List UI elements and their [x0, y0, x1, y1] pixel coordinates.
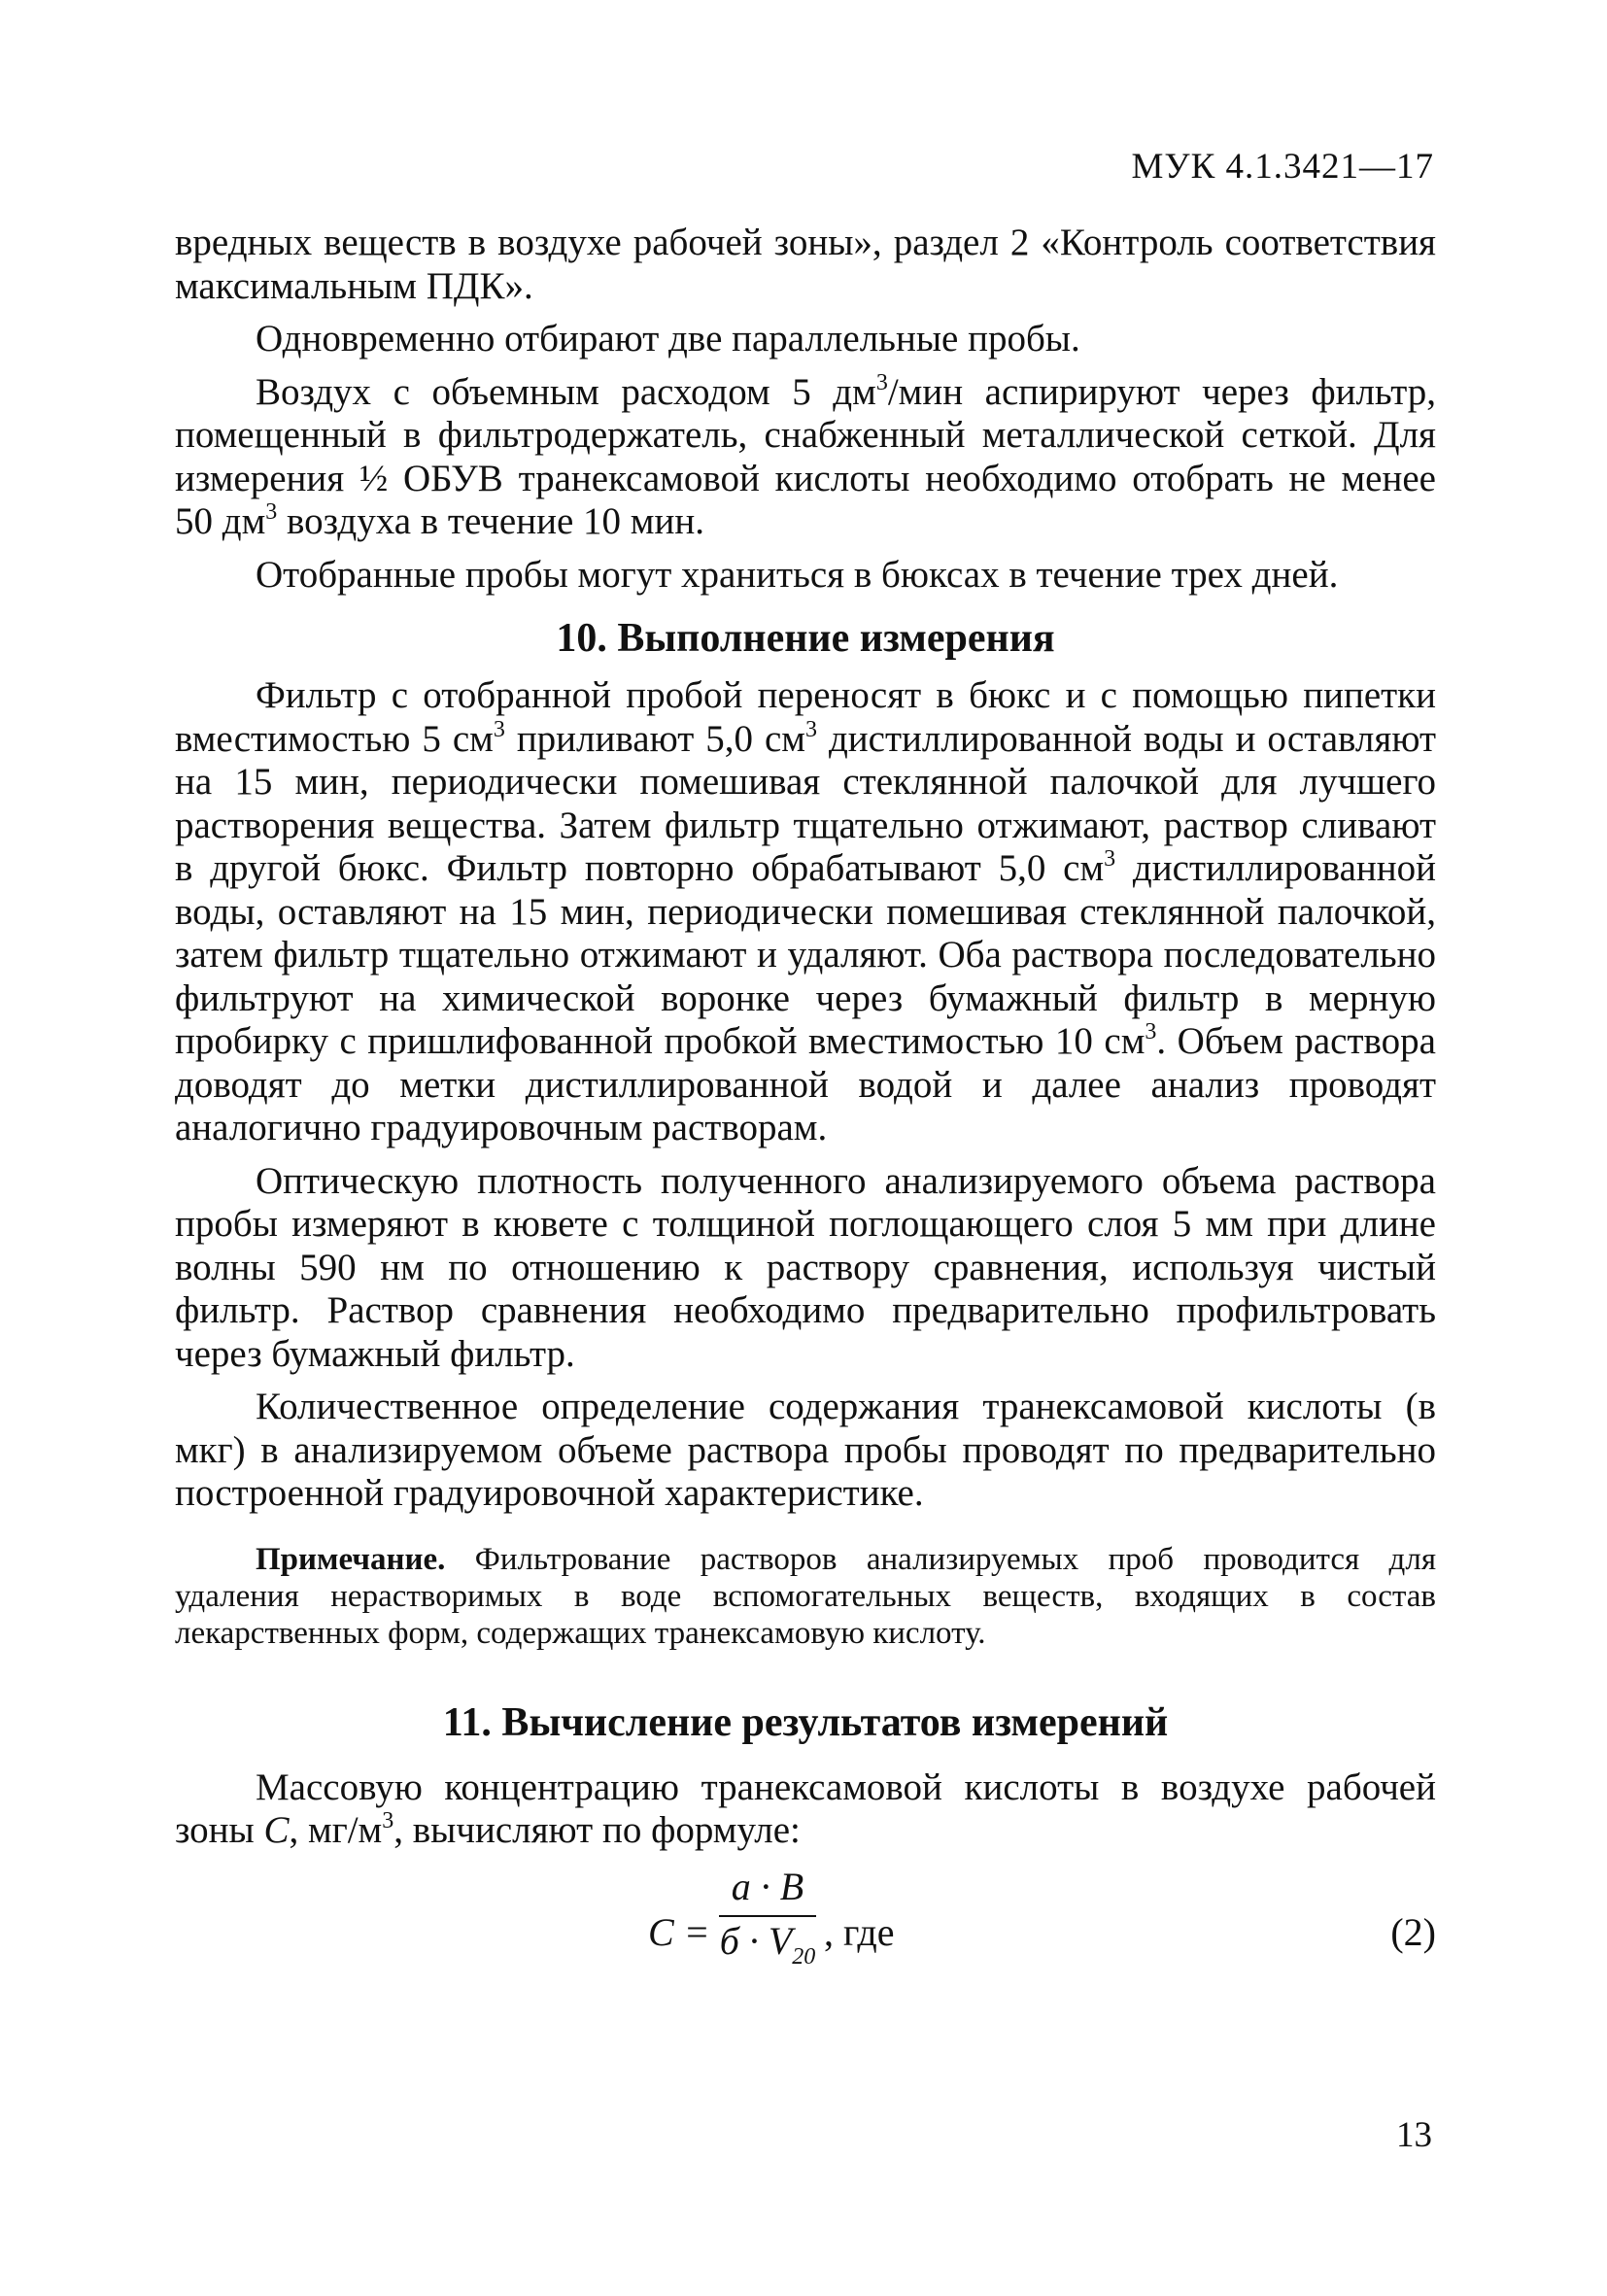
text-run: Фильтр с отобранной пробой переносят в бюкс и с помощью пипетки вместимостью 5 см — [175, 674, 1436, 760]
superscript: 3 — [875, 369, 888, 395]
text-run: дистиллированной воды, оставляют на 15 мин, периодически помешивая стеклянной палочкой, затем фильтр тщательно отжимают и удаляют. Оба раствора последовательно фильтруют на химической воронке через бумажный фильтр в мерную пробирку с пришлифованной пробкой вместимостью 10 см — [175, 847, 1436, 1062]
note-paragraph — [175, 1541, 1436, 1652]
superscript: 3 — [265, 499, 278, 525]
text-run: . Объем раствора доводят до метки дистиллированной водой и далее анализ проводят аналогично градуировочным растворам. — [175, 1020, 1436, 1148]
denominator-text: б · V — [719, 1918, 793, 1963]
fraction-bar — [719, 1915, 816, 1917]
formula-number: (2) — [1390, 1909, 1436, 1954]
continuation-paragraph: вредных веществ в воздухе рабочей зоны», раздел 2 «Контроль соответствия максимальным ПДК». — [175, 222, 1436, 307]
text-run: воздуха в течение 10 мин. — [277, 500, 704, 542]
text-run: , мг/м — [289, 1809, 383, 1851]
superscript: 3 — [1104, 846, 1116, 872]
formula-lhs: С = — [648, 1909, 710, 1954]
page-content — [175, 222, 1436, 2001]
paragraph-procedure — [175, 674, 1436, 1150]
formula-2 — [175, 1865, 1436, 2001]
text-run: Воздух с объемным расходом 5 дм — [256, 370, 876, 413]
superscript: 3 — [382, 1808, 394, 1833]
note-label: Примечание. — [256, 1541, 446, 1577]
paragraph-air-flow — [175, 371, 1436, 544]
formula-denominator — [719, 1918, 816, 1970]
paragraph-optical-density: Оптическую плотность полученного анализируемого объема раствора пробы измеряют в кювете с толщиной поглощающего слоя 5 мм при длине волны 590 нм по отношению к раствору сравнения, используя чистый фильтр. Раствор сравнения необходимо предварительно профильтровать через бумажный фильтр. — [175, 1159, 1436, 1375]
paragraph-storage: Отобранные пробы могут храниться в бюксах в течение трех дней. — [256, 553, 1339, 596]
note-text: Фильтрование растворов анализируемых проб проводится для удаления нерастворимых в воде вспомогательных веществ, входящих в состав лекарственных форм, содержащих транексамовую кислоту. — [175, 1541, 1436, 1651]
superscript: 3 — [493, 716, 505, 742]
section-11-heading: 11. Вычисление результатов измерений — [442, 1699, 1169, 1745]
paragraph-concentration — [175, 1766, 1436, 1853]
document-id-header: МУК 4.1.3421—17 — [1131, 147, 1434, 187]
page-number: 13 — [1396, 2115, 1432, 2155]
formula-where: , где — [824, 1909, 895, 1954]
text-run: , вычисляют по формуле: — [393, 1809, 801, 1851]
variable-c: С — [263, 1809, 290, 1851]
formula-fraction — [719, 1864, 816, 1970]
paragraph-quantification: Количественное определение содержания транексамовой кислоты (в мкг) в анализируемом объеме раствора пробы проводят по предварительно построенной градуировочной характеристике. — [175, 1386, 1436, 1514]
denominator-subscript: 20 — [792, 1943, 816, 1970]
paragraph-parallel-samples: Одновременно отбирают две параллельные пробы. — [256, 318, 1080, 360]
text-run: приливают 5,0 см — [504, 717, 805, 760]
formula-numerator: а · В — [731, 1864, 804, 1908]
section-10-heading: 10. Выполнение измерения — [556, 616, 1055, 661]
text-run: дистиллированной воды и оставляют на 15 мин, периодически помешивая стеклянной палочкой для лучшего растворения вещества. Затем фильтр тщательно отжимают, раствор сливают в другой бюкс. Фильтр повторно обрабатывают 5,0 см — [175, 717, 1436, 889]
superscript: 3 — [804, 716, 817, 742]
text-run: /мин аспирируют через фильтр, помещенный в фильтродержатель, снабженный металлической сеткой. Для измерения ½ ОБУВ транексамовой кислоты необходимо отобрать не менее 50 дм — [175, 370, 1437, 542]
text-run: Массовую концентрацию транексамовой кислоты в воздухе рабочей зоны — [175, 1765, 1436, 1851]
superscript: 3 — [1145, 1019, 1157, 1045]
